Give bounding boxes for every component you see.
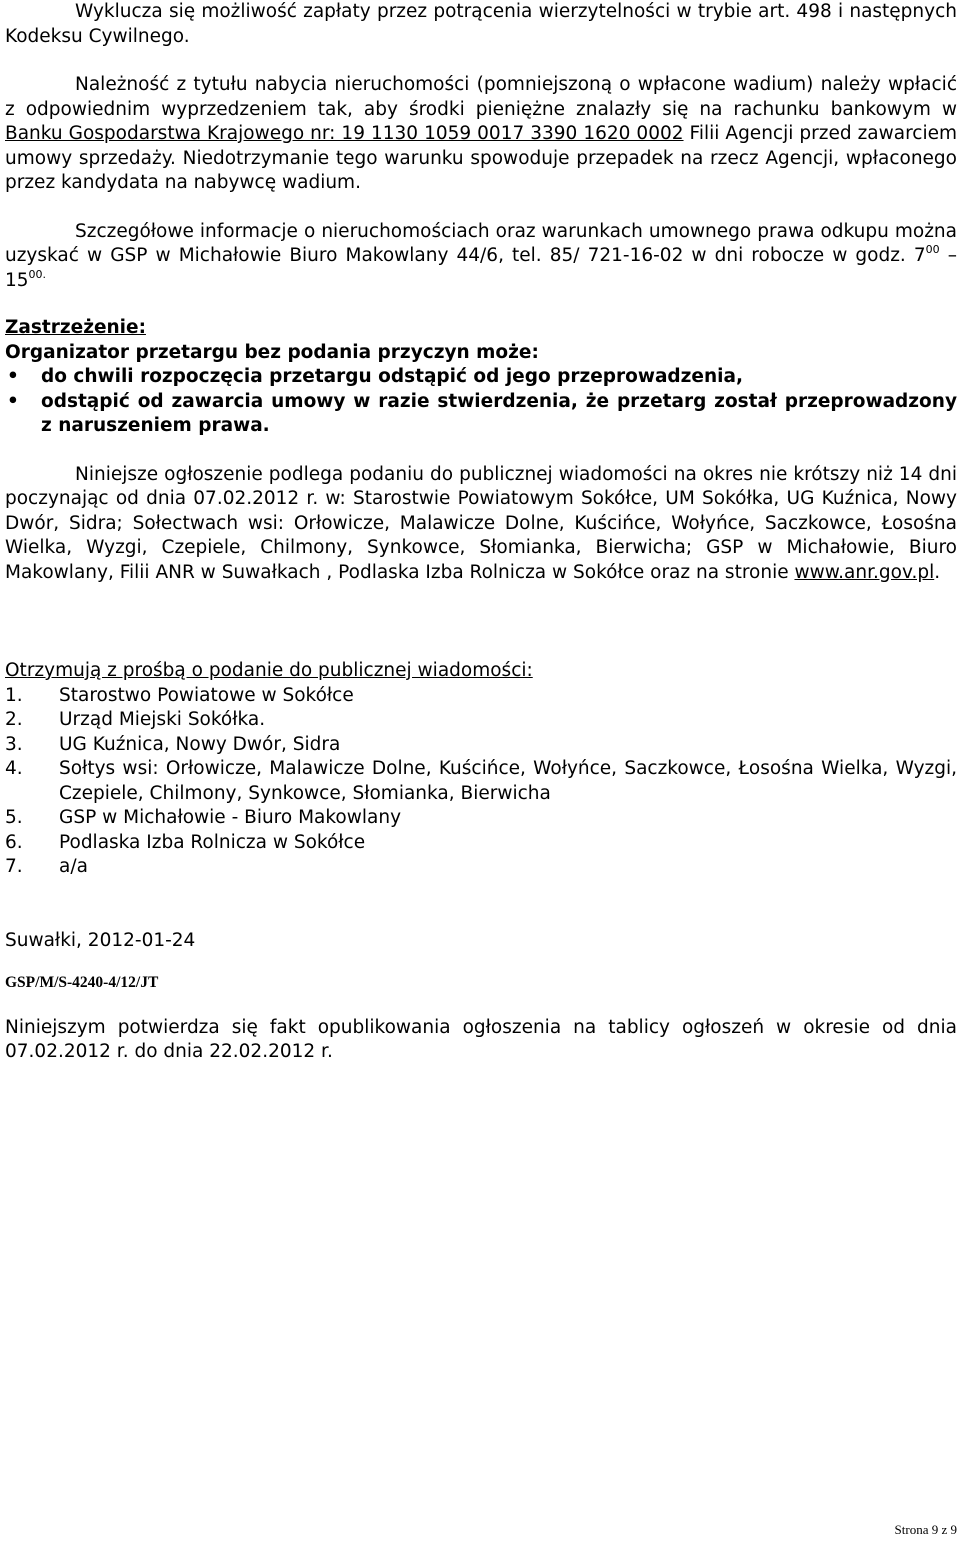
reservation-item-text: do chwili rozpoczęcia przetargu odstąpić od jego przeprowadzenia,	[41, 366, 744, 387]
recipient-number: 2.	[5, 709, 23, 730]
recipient-number: 5.	[5, 807, 23, 828]
recipient-item	[5, 806, 957, 831]
bullet-icon: •	[7, 390, 19, 412]
recipient-item	[5, 733, 957, 758]
recipients-section	[5, 659, 957, 880]
reservation-list	[5, 365, 957, 439]
recipient-text: Podlaska Izba Rolnicza w Sokółce	[59, 831, 366, 853]
reservation-title: Zastrzeżenie:	[5, 317, 146, 338]
bullet-icon: •	[7, 366, 19, 387]
place-date: Suwałki, 2012-01-24	[5, 929, 196, 951]
information-paragraph	[5, 220, 957, 294]
information-text: Szczegółowe informacje o nieruchomościach oraz warunkach umownego prawa odkupu można uzyskać w GSP w Michałowie Biuro Makowlany 44/6, tel. 85/ 721-16-02 w dni robocze w godz. 7	[5, 220, 957, 266]
payment-text-end: Filii Agencji przed zawarciem umowy sprzedaży. Niedotrzymanie tego warunku spowoduje przepadek na rzecz Agencji, wpłaconego przez kandydata na nabywcę wadium.	[5, 123, 958, 193]
recipient-item	[5, 684, 957, 709]
reservation-item-text: odstąpić od zawarcia umowy w razie stwierdzenia, że przetarg został przeprowadzony z naruszeniem prawa.	[41, 390, 957, 436]
hour-start-superscript: 00	[925, 243, 940, 256]
recipient-text: GSP w Michałowie - Biuro Makowlany	[59, 807, 402, 828]
recipient-number: 3.	[5, 733, 23, 755]
page-number: Strona 9 z 9	[894, 1522, 957, 1537]
payment-paragraph	[5, 73, 957, 196]
publication-text: Niniejsze ogłoszenie podlega podaniu do publicznej wiadomości na okres nie krótszy niż 14 dni poczynając od dnia 07.02.2012 r. w: Starostwie Powiatowym Sokółce, UM Sokółka, UG Kuźnica, Nowy Dwór, Sidra; Sołectwach wsi: Orłowicze, Malawicze Dolne, Kuścińce, Wołyńce, Saczkowce, Łosośna Wielka, Wyzgi, Czepiele, Chilmony, Synkowce, Słomianka, Bierwicha; GSP w Michałowie, Biuro Makowlany, Filii ANR w Suwałkach , Podlaska Izba Rolnicza w Sokółce oraz na stronie	[5, 463, 957, 583]
recipient-item	[5, 757, 957, 806]
recipient-text: Starostwo Powiatowe w Sokółce	[59, 684, 354, 706]
recipient-number: 7.	[5, 856, 23, 877]
bank-account-number: Banku Gospodarstwa Krajowego nr: 19 1130 1059 0017 3390 1620 0002	[5, 123, 684, 144]
website-link[interactable]: www.anr.gov.pl	[794, 561, 935, 583]
hour-dash: – 15	[5, 245, 957, 291]
recipient-text: Sołtys wsi: Orłowicze, Malawicze Dolne, Kuścińce, Wołyńce, Saczkowce, Łosośna Wielka, Wyzgi, Czepiele, Chilmony, Synkowce, Słomianka, Bierwicha	[59, 758, 957, 804]
recipient-number: 1.	[5, 684, 23, 706]
reservation-section	[5, 316, 957, 439]
payment-text-start: Należność z tytułu nabycia nieruchomości (pomniejszoną o wpłacone wadium) należy wpłacić z odpowiednim wyprzedzeniem tak, aby środki pieniężne znalazły się na rachunku bankowym w	[5, 74, 957, 120]
recipient-item	[5, 855, 957, 880]
reservation-lead: Organizator przetargu bez podania przyczyn może:	[5, 341, 539, 363]
recipient-text: UG Kuźnica, Nowy Dwór, Sidra	[59, 733, 341, 755]
reference-number: GSP/M/S-4240-4/12/JT	[5, 974, 159, 991]
publication-paragraph	[5, 463, 957, 586]
recipient-item	[5, 708, 957, 733]
hour-end-superscript: 00.	[28, 267, 47, 281]
recipient-number: 6.	[5, 831, 23, 853]
recipient-item	[5, 831, 957, 856]
recipient-text: a/a	[59, 856, 88, 877]
recipient-text: Urząd Miejski Sokółka.	[59, 709, 266, 730]
recipient-number: 4.	[5, 758, 23, 779]
payment-exclusion-paragraph: Wyklucza się możliwość zapłaty przez potrącenia wierzytelności w trybie art. 498 i następnych Kodeksu Cywilnego.	[5, 1, 957, 47]
reservation-item	[5, 390, 957, 439]
reservation-item	[5, 365, 957, 390]
recipients-list	[5, 684, 957, 880]
confirmation-paragraph: Niniejszym potwierdza się fakt opublikowania ogłoszenia na tablicy ogłoszeń w okresie od dnia 07.02.2012 r. do dnia 22.02.2012 r.	[5, 1016, 957, 1062]
publication-text-end: .	[934, 561, 941, 583]
document-page	[5, 0, 957, 1065]
recipients-title: Otrzymują z prośbą o podanie do publicznej wiadomości:	[5, 660, 533, 681]
